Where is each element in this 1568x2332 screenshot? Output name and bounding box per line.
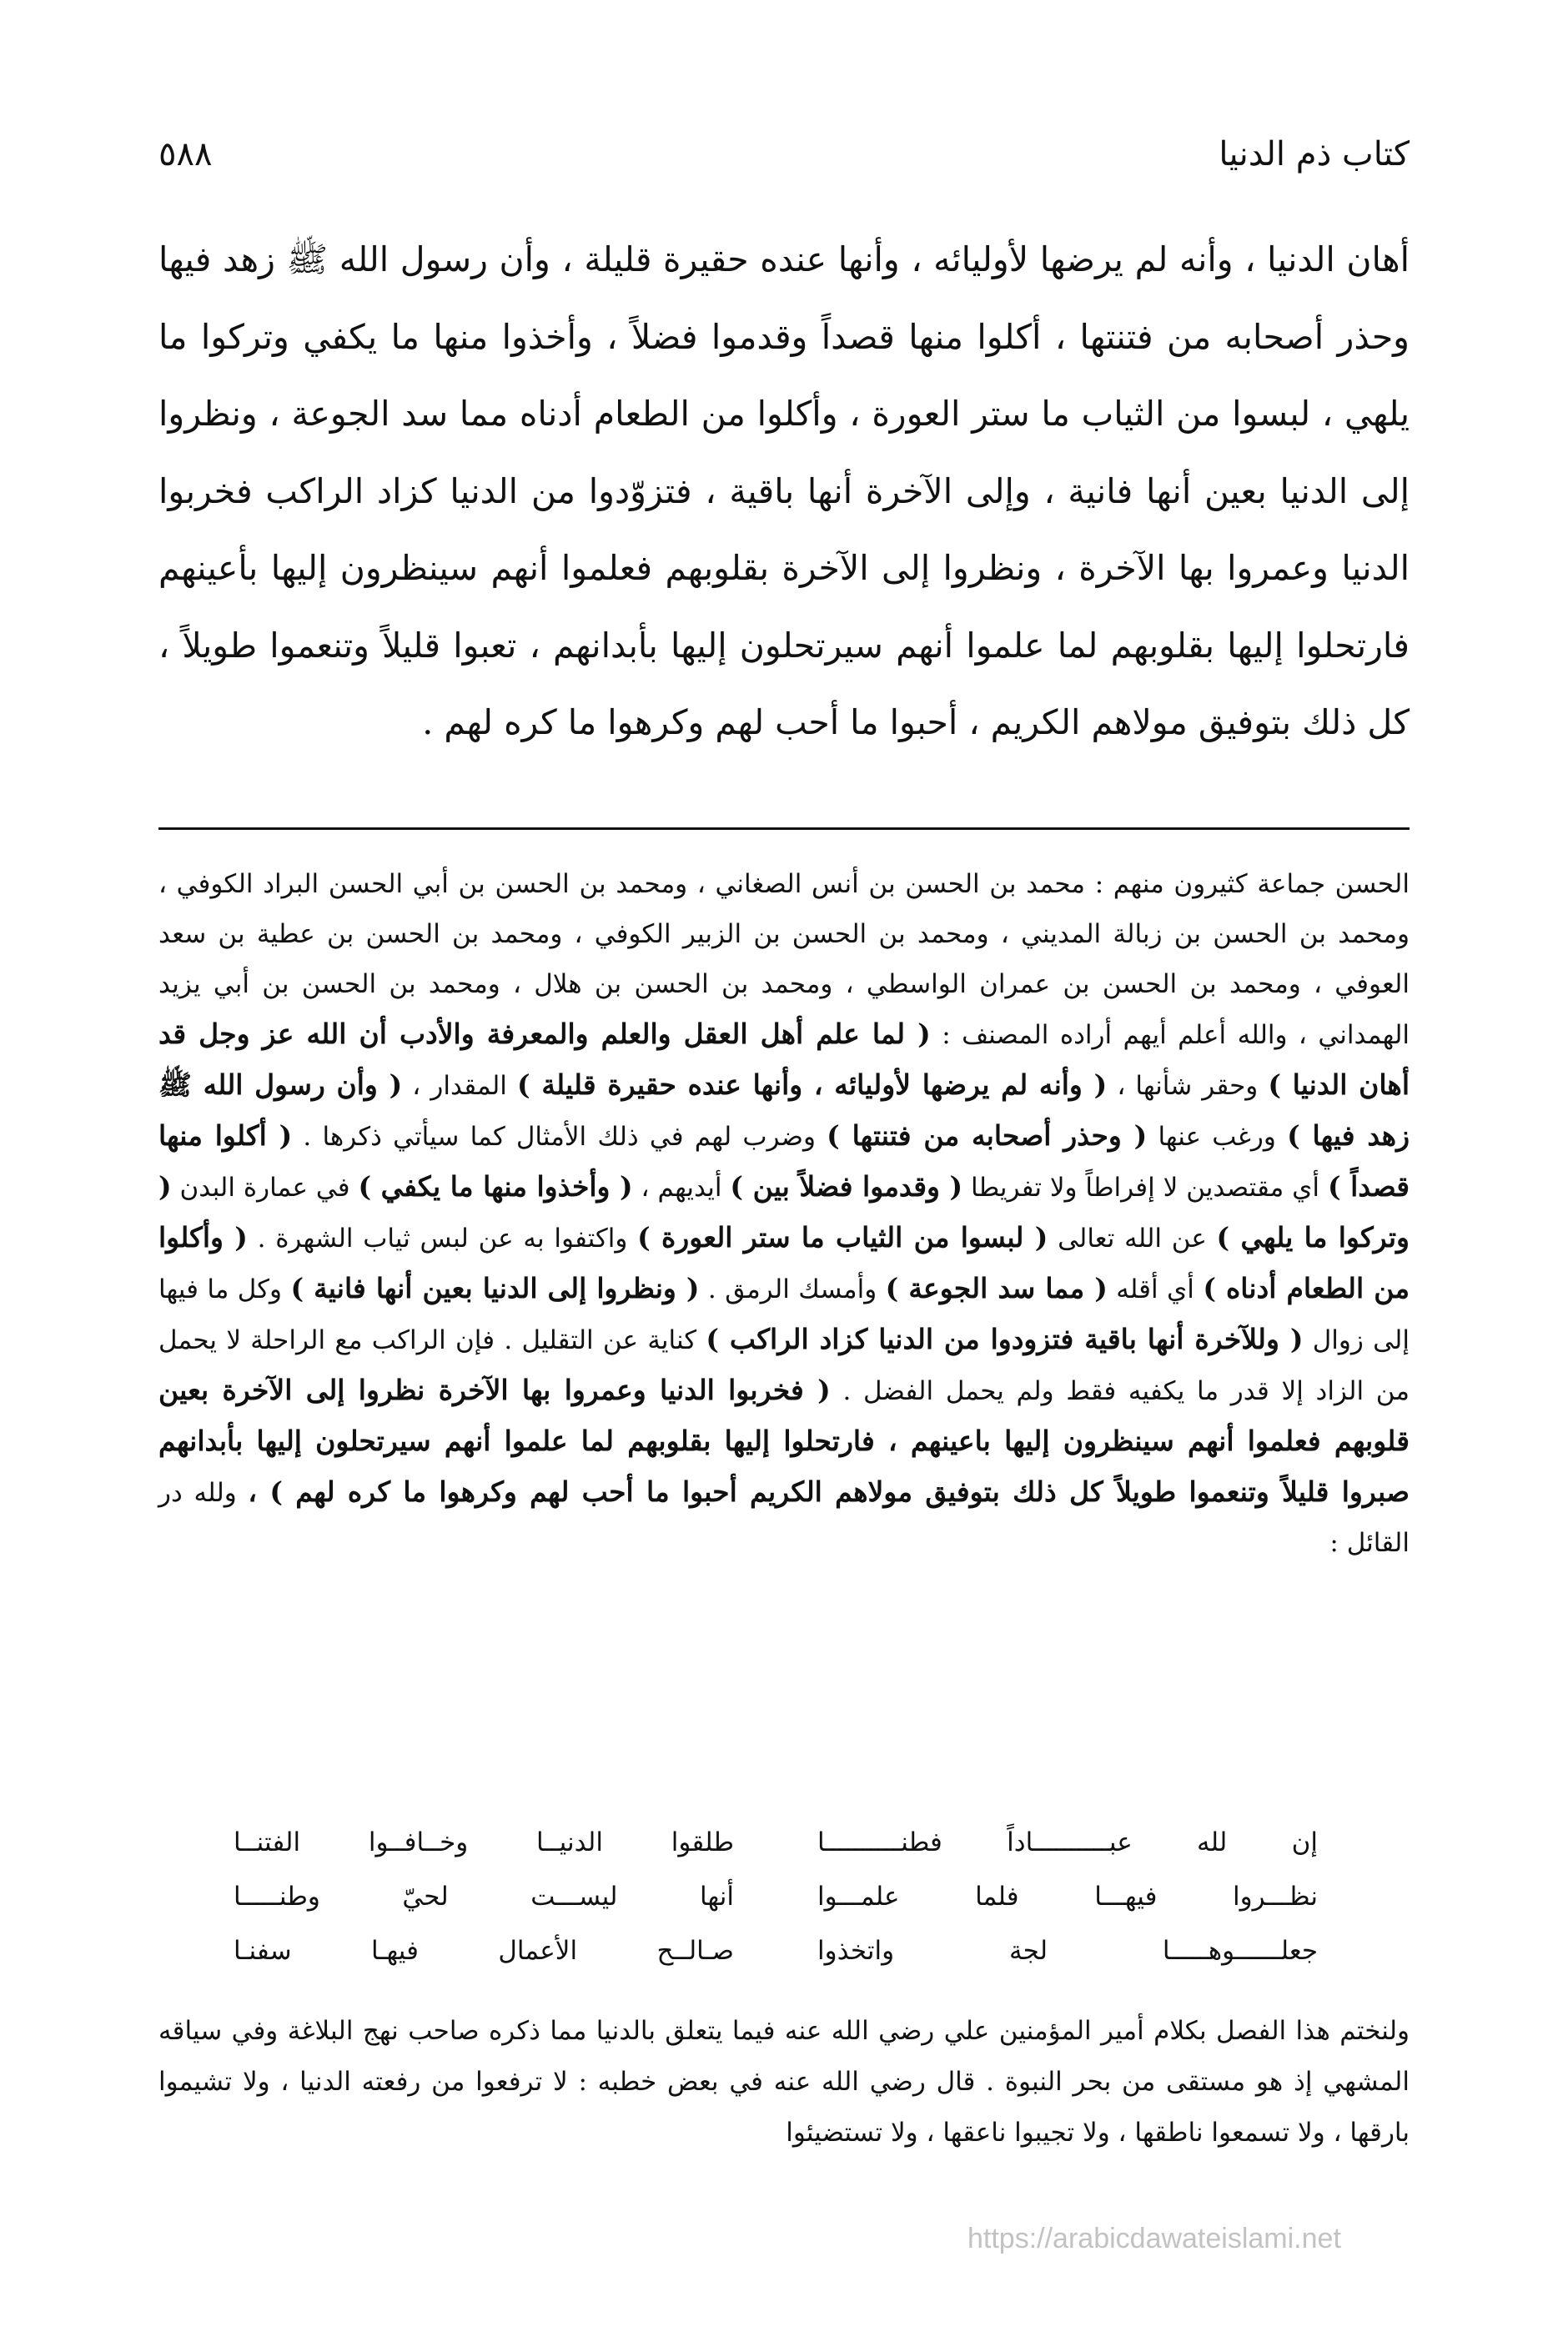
poem-verse (234, 1816, 1318, 1870)
commentary-paragraph (158, 859, 1410, 1568)
poem (234, 1816, 1318, 1978)
book-title: كتاب ذم الدنيا (1219, 135, 1410, 173)
poem-hemistich-second: طلقوا الدنيــا وخــافــوا الفتنــا (234, 1827, 734, 1857)
quoted-matn-segment: ( وتركوا ما يلهي ) (158, 1170, 1410, 1254)
commentary-segment: في عمارة البدن (171, 1173, 359, 1203)
poem-hemistich-first: جعلــــــوهـــــا لجة واتخذوا (817, 1936, 1318, 1966)
commentary-segment: ورغب عنها (1147, 1122, 1288, 1152)
poem-hemistich-second: صـالــح الأعمال فيهـا سفنـا (234, 1936, 734, 1966)
commentary-segment: الحسن جماعة كثيرون منهم : محمد بن الحسن بن أنس الصغاني ، ومحمد بن الحسن بن أبي الحسن البراد الكوفي ، ومحمد بن الحسن بن زبالة المديني ، ومحمد بن الحسن بن الزبير الكوفي ، ومحمد بن الحسن بن عطية بن سعد العوفي ، ومحمد بن الحسن بن عمران الواسطي ، ومحمد بن الحسن بن هلال ، ومحمد بن الحسن بن أبي يزيد الهمداني ، والله أعلم أيهم أراده المصنف : (158, 869, 1410, 1050)
poem-verse (234, 1870, 1318, 1924)
poem-hemistich-first: نظـــروا فيهـــا فلما علمـــوا (817, 1882, 1318, 1912)
closing-paragraph: ولنختم هذا الفصل بكلام أمير المؤمنين علي رضي الله عنه فيما يتعلق بالدنيا مما ذكره صاحب نهج البلاغة وفي سياقه المشهي إذ هو مستقى من بحر النبوة . قال رضي الله عنه في بعض خطبه : لا ترفعوا من رفعته الدنيا ، ولا تشيموا بارقها ، ولا تسمعوا ناطقها ، ولا تجيبوا ناعقها ، ولا تستضيئوا (158, 2016, 1410, 2148)
commentary-segment: ولله در القائل : (158, 1478, 1410, 1558)
commentary-segment: أيديهم ، (632, 1173, 731, 1203)
quoted-matn-segment: ( وقدموا فضلاً بين ) (730, 1170, 963, 1203)
commentary-segment: عن الله تعالى (1048, 1224, 1217, 1254)
commentary-segment: وضرب لهم في ذلك الأمثال كما سيأتي ذكرها . (292, 1122, 827, 1152)
quoted-matn-segment: ( أكلوا منها قصداً ) (158, 1119, 1410, 1203)
quoted-matn-segment: ( مما سد الجوعة ) (885, 1272, 1108, 1304)
quoted-matn-segment: ( لبسوا من الثياب ما ستر العورة ) (637, 1221, 1048, 1254)
commentary-segment: وأمسك الرمق . (699, 1274, 886, 1304)
closing-text (158, 2006, 1410, 2159)
footnote-divider (158, 827, 1410, 830)
quoted-matn-segment: ( وللآخرة أنها باقية فتزودوا من الدنيا كزاد الراكب ) (706, 1323, 1304, 1355)
commentary-segment: وكل ما فيها إلى زوال (158, 1274, 1410, 1355)
quoted-matn-segment: ( وأكلوا من الطعام أدناه ) (158, 1221, 1410, 1304)
watermark-url: https://arabicdawateislami.net (967, 2223, 1341, 2254)
quoted-matn-segment: ( فخربوا الدنيا وعمروا بها الآخرة نظروا إلى الآخرة بعين قلوبهم فعلموا أنهم سينظرون إليها باعينهم ، فارتحلوا إليها بقلوبهم لما علموا أنهم سيرتحلون إليها بأبدانهم صبروا قليلاً وتنعموا طويلاً كل ذلك بتوفيق مولاهم الكريم أحبوا ما أحب لهم وكرهوا ما كره لهم ) ، (158, 1374, 1410, 1508)
commentary-segment: المقدار ، (402, 1071, 518, 1101)
commentary-segment: وحقر شأنها ، (1107, 1071, 1269, 1101)
quoted-matn-segment: ( وأنه لم يرضها لأوليائه ، وأنها عنده حقيرة قليلة ) (517, 1068, 1108, 1101)
commentary-segment: أي أقله (1107, 1274, 1204, 1304)
quoted-matn-segment: ( لما علم أهل العقل والعلم والمعرفة والأدب أن الله عز وجل قد أهان الدنيا ) (158, 1018, 1410, 1101)
poem-verse (234, 1924, 1318, 1978)
page-number: ٥٨٨ (158, 135, 213, 173)
quoted-matn-segment: ( وحذر أصحابه من فتنتها ) (827, 1119, 1148, 1152)
poem-hemistich-second: أنها ليســـت لحيّ وطنـــــا (234, 1882, 734, 1912)
commentary-segment: كناية عن التقليل . فإن الراكب مع الراحلة لا يحمل من الزاد إلا قدر ما يكفيه فقط ولم يحمل الفضل . (158, 1325, 1410, 1406)
commentary (158, 859, 1410, 1568)
poem-hemistich-first: إن لله عبــــــــــاداً فطنــــــــــا (817, 1827, 1318, 1857)
main-text (158, 221, 1410, 761)
commentary-segment: واكتفوا به عن لبس ثياب الشهرة . (247, 1224, 638, 1254)
commentary-segment: أي مقتصدين لا إفراطاً ولا تفريطا (962, 1173, 1328, 1203)
quoted-matn-segment: ( وأخذوا منها ما يكفي ) (358, 1170, 633, 1203)
running-head (158, 125, 1410, 183)
main-paragraph: أهان الدنيا ، وأنه لم يرضها لأوليائه ، وأنها عنده حقيرة قليلة ، وأن رسول الله ﷺ زهد فيها وحذر أصحابه من فتنتها ، أكلوا منها قصداً وقدموا فضلاً ، وأخذوا منها ما يكفي وتركوا ما يلهي ، لبسوا من الثياب ما ستر العورة ، وأكلوا من الطعام أدناه مما سد الجوعة ، ونظروا إلى الدنيا بعين أنها فانية ، وإلى الآخرة أنها باقية ، فتزوّدوا من الدنيا كزاد الراكب فخربوا الدنيا وعمروا بها الآخرة ، ونظروا إلى الآخرة بقلوبهم فعلموا أنهم سينظرون إليها بأعينهم فارتحلوا إليها بقلوبهم لما علموا أنهم سيرتحلون إليها بأبدانهم ، تعبوا قليلاً وتنعموا طويلاً ، كل ذلك بتوفيق مولاهم الكريم ، أحبوا ما أحب لهم وكرهوا ما كره لهم . (158, 239, 1410, 742)
quoted-matn-segment: ( وأن رسول الله ﷺ زهد فيها ) (158, 1068, 1410, 1152)
quoted-matn-segment: ( ونظروا إلى الدنيا بعين أنها فانية ) (290, 1272, 700, 1304)
